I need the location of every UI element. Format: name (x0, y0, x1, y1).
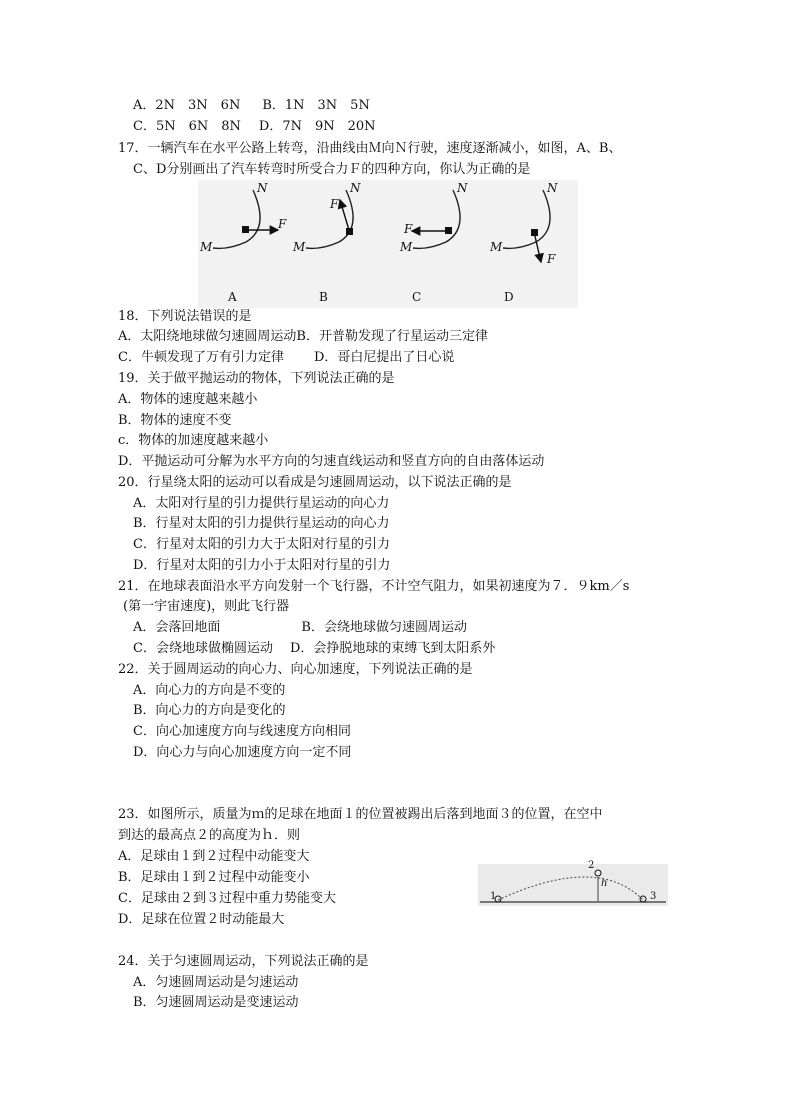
q18-option-c: C．牛顿发现了万有引力定律 (118, 350, 284, 365)
q19-option-a: A．物体的速度越来越小 (118, 392, 258, 407)
q17-label-a: A (228, 290, 237, 304)
q24-option-b: B．匀速圆周运动是变速运动 (133, 995, 299, 1010)
q21-option-c: C．会绕地球做椭圆运动 (133, 641, 273, 656)
q21-stem-line2: (第一宇宙速度)，则此飞行器 (123, 599, 290, 614)
q16-option-c: C．5N 6N 8N (133, 119, 241, 134)
q20-option-a: A．太阳对行星的引力提供行星运动的向心力 (133, 496, 390, 511)
q19-stem: 19．关于做平抛运动的物体，下列说法正确的是 (118, 371, 395, 386)
q17-stem-line2: C、D分别画出了汽车转弯时所受合力Ｆ的四种方向，你认为正确的是 (133, 162, 531, 177)
q21-stem-line1: 21．在地球表面沿水平方向发射一个飞行器，不计空气阻力，如果初速度为７．９km／s (118, 579, 630, 594)
q17-label-c: C (412, 290, 422, 304)
q18-row2 (118, 349, 454, 367)
q22-option-a: A．向心力的方向是不变的 (133, 683, 286, 698)
q18-row1 (118, 328, 488, 346)
q17-label-d: D (504, 290, 514, 304)
q17-b-force-label: F (330, 197, 339, 211)
q16-row2 (133, 118, 376, 136)
q21-row1 (133, 619, 467, 637)
q19-option-c: c．物体的加速度越来越小 (118, 433, 269, 448)
q23-point-1: 1 (490, 891, 497, 902)
q17-c-point-n: N (457, 181, 468, 195)
q17-a-force-label: F (278, 217, 287, 231)
q24-option-a: A．匀速圆周运动是匀速运动 (133, 975, 299, 990)
q17-stem-line1: 17．一辆汽车在水平公路上转弯，沿曲线由Ｍ向Ｎ行驶，速度逐渐减小，如图，A、B、 (118, 141, 622, 156)
q17-figure (198, 180, 578, 308)
q17-d-point-m: M (490, 240, 503, 254)
q22-option-c: C．向心加速度方向与线速度方向相同 (133, 724, 351, 739)
q21-option-b: B．会绕地球做匀速圆周运动 (301, 620, 467, 635)
q20-option-b: B．行星对太阳的引力提供行星运动的向心力 (133, 516, 390, 531)
q18-option-a: A．太阳绕地球做匀速圆周运动 (118, 329, 297, 344)
q24-stem: 24．关于匀速圆周运动，下列说法正确的是 (118, 954, 369, 969)
q16-row1 (133, 97, 370, 115)
q18-option-b: B．开普勒发现了行星运动三定律 (296, 329, 488, 344)
q17-a-point-n: N (257, 181, 268, 195)
q17-b-point-n: N (350, 181, 361, 195)
q17-c-point-m: M (400, 240, 413, 254)
q22-stem: 22．关于圆周运动的向心力、向心加速度，下列说法正确的是 (118, 662, 473, 677)
q16-option-b: B．1N 3N 5N (262, 98, 370, 113)
q22-option-d: D．向心力与向心加速度方向一定不同 (133, 745, 352, 760)
q17-b-point-m: M (293, 240, 306, 254)
q17-d-force-label: F (547, 252, 556, 266)
q23-option-d: D．足球在位置２时动能最大 (118, 912, 285, 927)
q18-option-d: D．哥白尼提出了日心说 (313, 350, 455, 365)
q17-d-point-n: N (547, 181, 558, 195)
q23-option-a: A．足球由１到２过程中动能变大 (118, 849, 310, 864)
q23-option-c: C．足球由２到３过程中重力势能变大 (118, 891, 336, 906)
q20-stem: 20．行星绕太阳的运动可以看成是匀速圆周运动，以下说法正确的是 (118, 475, 512, 490)
q19-option-d: D．平抛运动可分解为水平方向的匀速直线运动和竖直方向的自由落体运动 (118, 454, 545, 469)
q21-option-a: A．会落回地面 (133, 620, 221, 635)
q23-stem-line1: 23．如图所示，质量为ｍ的足球在地面１的位置被踢出后落到地面３的位置，在空中 (118, 807, 603, 822)
q18-stem: 18．下列说法错误的是 (118, 309, 252, 324)
q23-option-b: B．足球由１到２过程中动能变小 (118, 870, 310, 885)
q16-option-d: D．7N 9N 20N (258, 119, 376, 134)
q17-label-b: B (319, 290, 328, 304)
q23-point-2: 2 (588, 860, 595, 871)
q23-height-h: h (601, 878, 608, 889)
q21-option-d: D．会挣脱地球的束缚飞到太阳系外 (289, 641, 496, 656)
q23-point-3: 3 (650, 891, 657, 902)
q23-stem-line2: 到达的最高点２的高度为ｈ．则 (118, 828, 301, 843)
q21-row2 (133, 640, 495, 658)
q22-option-b: B．向心力的方向是变化的 (133, 703, 286, 718)
q20-option-d: D．行星对太阳的引力小于太阳对行星的引力 (133, 558, 391, 573)
q23-figure (478, 864, 668, 906)
q20-option-c: C．行星对太阳的引力大于太阳对行星的引力 (133, 537, 390, 552)
q17-c-force-label: F (404, 222, 413, 236)
q16-option-a: A．2N 3N 6N (133, 98, 241, 113)
q17-a-point-m: M (200, 240, 213, 254)
q19-option-b: B．物体的速度不变 (118, 413, 232, 428)
